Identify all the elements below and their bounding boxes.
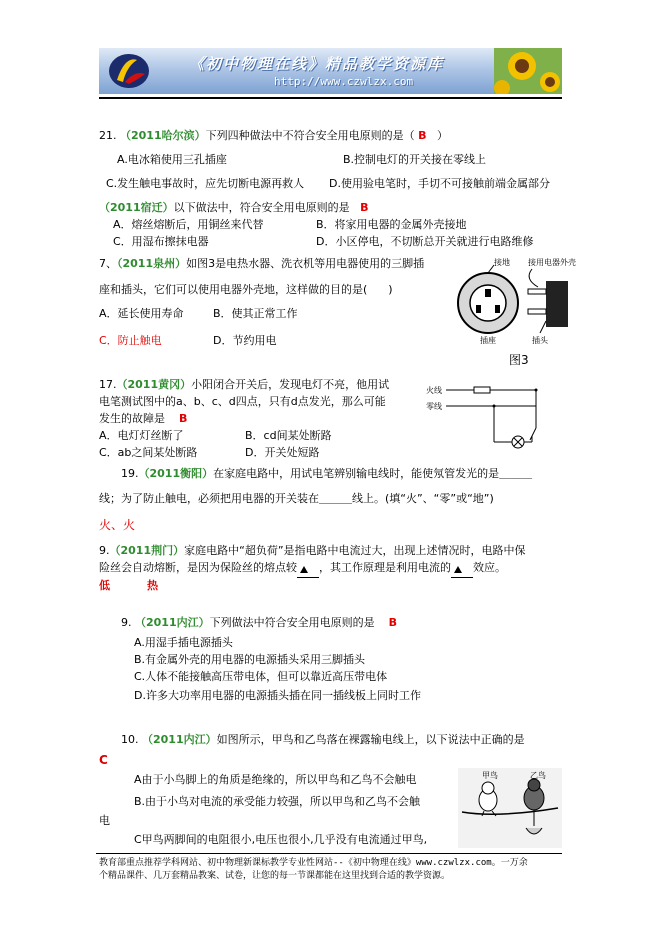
q19-answer: 火、火 — [99, 518, 136, 532]
header-banner — [99, 48, 562, 94]
q21-option-b: B.控制电灯的开关接在零线上 — [343, 153, 487, 166]
q9a-blank1 — [297, 563, 319, 578]
qsuqian-option-c: C．用湿布擦抹电器 — [113, 235, 209, 248]
q21-option-d: D.使用验电笔时，手切不可接触前端金属部分 — [329, 177, 550, 190]
q9a-text2a: 险丝会自动熔断，是因为保险丝的熔点较 — [99, 561, 297, 574]
q9b-number: 9. — [121, 616, 132, 629]
circuit-label-lingxian: 零线 — [426, 402, 442, 411]
q17-option-d: D．开关处短路 — [245, 446, 320, 459]
q10-number: 10. — [121, 733, 139, 746]
plug-socket-icon — [454, 255, 584, 351]
q9b-source-tag: （2011内江） — [135, 616, 210, 629]
q19-text1: 在家庭电路中，用试电笔辨别输电线时，能使氖管发光的是＿＿＿ — [213, 467, 533, 480]
q9b-text: 下列做法中符合安全用电原则的是 — [209, 616, 375, 629]
q7-line1 — [99, 257, 424, 271]
q17-circuit-figure — [424, 380, 554, 458]
q17-line3 — [99, 412, 187, 426]
q17-answer: B — [179, 412, 188, 425]
q7-text1: 如图3是电热水器、洗衣机等用电器使用的三脚插 — [186, 257, 425, 270]
bird-label-jia: 甲鸟 — [482, 771, 498, 780]
q7-option-b: B．使其正常工作 — [213, 307, 298, 320]
q17-option-a: A．电灯灯丝断了 — [99, 429, 184, 442]
q9a-blank2 — [451, 563, 473, 578]
q10-source-tag: （2011内江） — [142, 733, 217, 746]
q17-source-tag: （2011黄冈） — [116, 378, 192, 391]
q17-text3: 发生的故障是 — [99, 412, 165, 425]
q9a-text2c: 效应。 — [473, 561, 506, 574]
q17-option-c: C．ab之间某处断路 — [99, 446, 198, 459]
q10-option-c: C甲鸟两脚间的电阻很小,电压也很小,几乎没有电流通过甲鸟, — [134, 833, 428, 846]
q10-answer: C — [99, 753, 108, 767]
qsuqian-answer: B — [360, 201, 369, 214]
qsuqian-text: 以下做法中，符合安全用电原则的是 — [173, 201, 350, 214]
q19-line1 — [121, 467, 532, 481]
q9b-option-d: D.许多大功率用电器的电源插头插在同一插线板上同时工作 — [134, 689, 421, 702]
qsuqian-source-tag: （2011宿迁） — [99, 201, 174, 214]
q9a-line2 — [99, 561, 506, 578]
q17-line2: 电笔测试图中的a、b、c、d四点，只有d点发光，那么可能 — [99, 395, 386, 408]
q10-birds-figure — [458, 768, 562, 848]
birds-on-wire-icon — [458, 768, 562, 848]
q19-line2: 线；为了防止触电，必须把用电器的开关装在＿＿＿线上。(填“火”、“零”或“地”) — [99, 492, 494, 505]
circuit-label-huoxian: 火线 — [426, 386, 442, 395]
blank-triangle-icon — [454, 566, 462, 573]
header-rule — [99, 97, 562, 99]
q17-line1 — [99, 378, 389, 392]
bird-label-yi: 乙鸟 — [530, 771, 546, 780]
q17-option-b: B．cd间某处断路 — [245, 429, 332, 442]
q9b-option-c: C.人体不能接触高压带电体，但可以靠近高压带电体 — [134, 670, 388, 683]
q9b-answer: B — [388, 616, 398, 629]
q7-text2: 座和插头，它们可以使用电器外壳地，这样做的目的是( — [99, 283, 368, 296]
q10-stem — [121, 733, 525, 747]
q21-option-c: C.发生触电事故时，应先切断电源再救人 — [106, 177, 305, 190]
q21-option-a: A.电冰箱使用三孔插座 — [117, 153, 227, 166]
fig3-label-chazuo: 插座 — [480, 336, 496, 345]
sunflower-icon — [494, 48, 562, 94]
q10-option-b-2: 电 — [99, 814, 110, 827]
q17-number: 17. — [99, 378, 117, 391]
site-logo-icon — [107, 52, 151, 90]
q9a-text1: 家庭电路中“超负荷”是指电路中电流过大，出现上述情况时，电路中保 — [184, 544, 526, 557]
q9b-stem — [121, 616, 397, 630]
circuit-diagram-icon — [424, 380, 554, 458]
qsuqian-stem — [99, 201, 369, 215]
q10-option-a: A由于小鸟脚上的角质是绝缘的，所以甲鸟和乙鸟不会触电 — [134, 773, 417, 786]
q9b-option-a: A.用湿手插电源插头 — [134, 636, 233, 649]
site-url[interactable]: http://www.czwlzx.com — [274, 75, 414, 88]
q7-source-tag: （2011泉州） — [117, 257, 187, 270]
fig3-label-jiedi: 接地 — [494, 258, 510, 267]
q9a-answer-1: 低 — [99, 579, 110, 592]
q7-line2 — [99, 283, 393, 297]
q9b-option-b: B.有金属外壳的用电器的电源插头采用三脚插头 — [134, 653, 366, 666]
q9a-answer-2: 热 — [147, 579, 158, 592]
q21-number: 21. — [99, 129, 117, 142]
q10-option-b-1: B.由于小鸟对电流的承受能力较强，所以甲鸟和乙鸟不会触 — [134, 795, 421, 808]
q21-stem — [99, 129, 448, 143]
footer-rule — [96, 853, 562, 854]
q7-option-a: A．延长使用寿命 — [99, 307, 184, 320]
q21-source-tag: （2011哈尔滨） — [120, 129, 206, 142]
qsuqian-option-a: A．熔丝熔断后，用铜丝来代替 — [113, 218, 264, 231]
q9a-number: 9. — [99, 544, 110, 557]
q9a-line1 — [99, 544, 526, 558]
qsuqian-option-b: B．将家用电器的金属外壳接地 — [316, 218, 467, 231]
figure-3-caption: 图3 — [509, 353, 529, 367]
q19-source-tag: （2011衡阳） — [138, 467, 214, 480]
qsuqian-option-d: D．小区停电，不切断总开关就进行电路维修 — [316, 235, 534, 248]
q7-number: 7、 — [99, 257, 117, 270]
q9a-source-tag: （2011荆门） — [109, 544, 185, 557]
q19-number: 19. — [121, 467, 139, 480]
q7-option-d: D．节约用电 — [213, 334, 277, 347]
q21-answer: B — [418, 129, 427, 142]
q7-option-c: C．防止触电 — [99, 334, 162, 347]
blank-triangle-icon — [300, 566, 308, 573]
footer-line1: 教育部重点推荐学科网站、初中物理新课标教学专业性网站--《初中物理在线》www.czwlzx.com。一万余 — [99, 858, 528, 868]
figure-3-plug-socket — [454, 255, 584, 351]
fig3-label-waike: 接用电器外壳 — [528, 258, 576, 267]
fig3-label-chatou: 插头 — [532, 336, 548, 345]
q9a-text2b: ，其工作原理是利用电流的 — [319, 561, 451, 574]
site-title: 《初中物理在线》精品教学资源库 — [189, 55, 445, 73]
footer-line2: 个精品课件、几万套精品教案、试卷，让您的每一节课都能在这里找到合适的教学资源。 — [99, 871, 451, 881]
q21-close: ） — [437, 129, 449, 142]
q7-text2-end: ) — [388, 283, 393, 296]
q10-text: 如图所示，甲鸟和乙鸟落在裸露输电线上，以下说法中正确的是 — [216, 733, 525, 746]
q21-text: 下列四种做法中不符合安全用电原则的是（ — [205, 129, 415, 142]
q17-text1: 小阳闭合开关后，发现电灯不亮，他用试 — [191, 378, 390, 391]
